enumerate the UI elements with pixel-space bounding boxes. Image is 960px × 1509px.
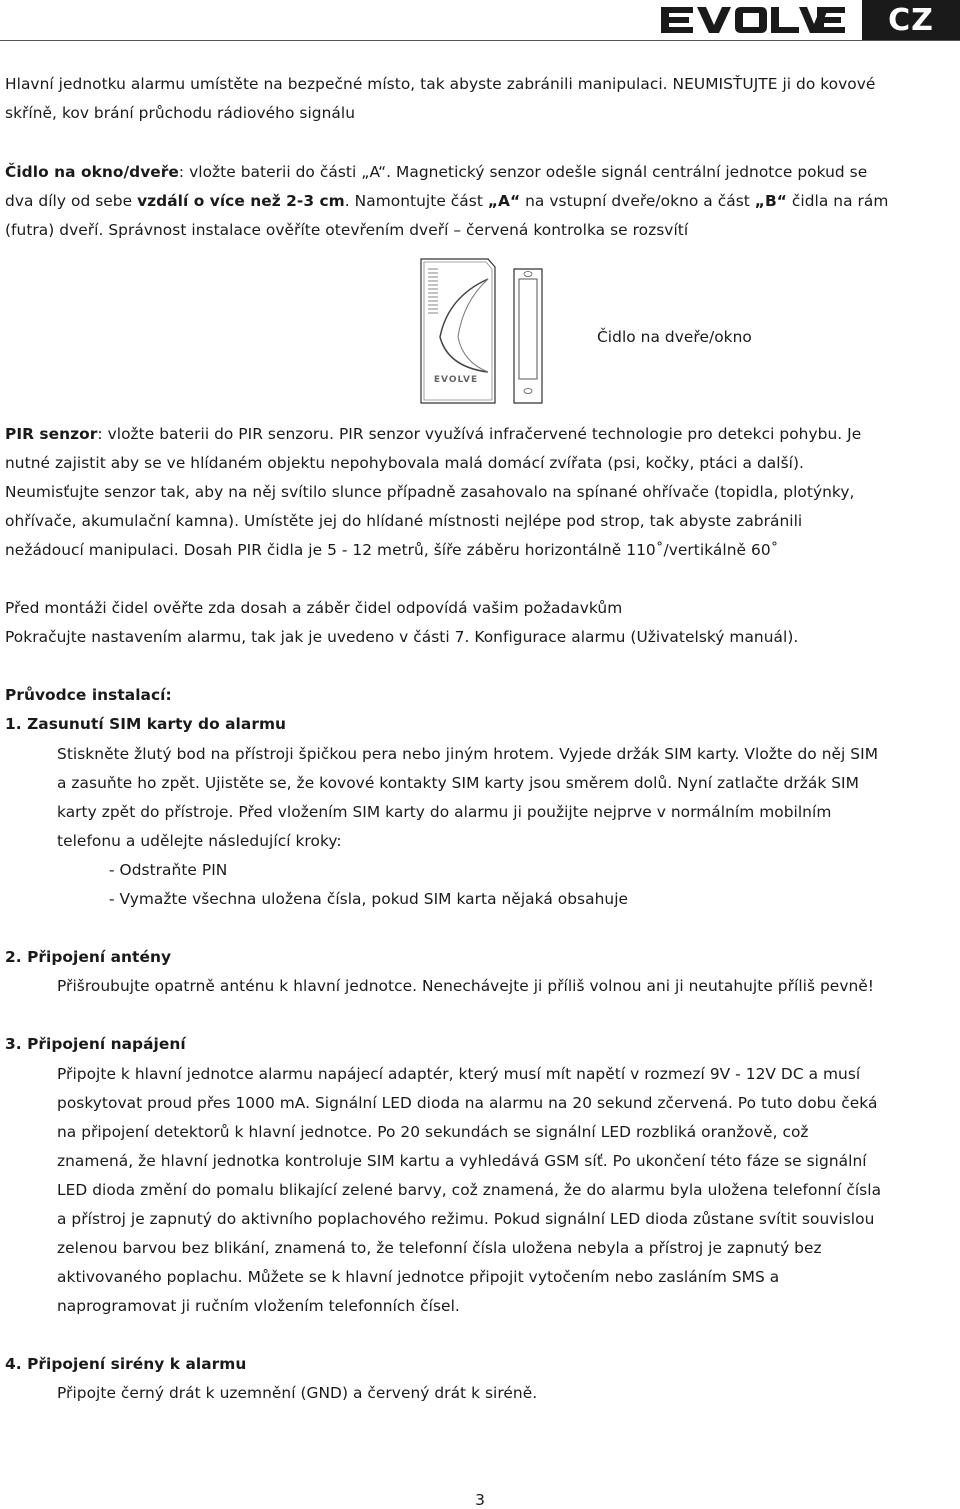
section-3-line-6: a přístroj je zapnutý do aktivního poplachového režimu. Pokud signální LED dioda zůstane svítit souvislou	[57, 1210, 875, 1228]
section-4-title: 4. Připojení sirény k alarmu	[5, 1355, 247, 1373]
figure-logo: EVOLVE	[433, 375, 479, 385]
pir-line-1	[5, 424, 861, 444]
pir-line-3: Neumisťujte senzor tak, aby na něj svítilo slunce případně zasahovalo na spínané ohřívače (topidla, plotýnky,	[5, 483, 855, 501]
section-3-line-7: zelenou barvou bez blikání, znamená to, že telefonní čísla uložena nebyla a přístroj je zapnutý bez	[57, 1239, 822, 1257]
page-number: 3	[475, 1491, 485, 1509]
check-line-2: Pokračujte nastavením alarmu, tak jak je uvedeno v části 7. Konfigurace alarmu (Uživatelský manuál).	[5, 628, 799, 646]
section-1-step-1: - Odstraňte PIN	[109, 861, 228, 879]
pir-line-2: nutné zajistit aby se ve hlídaném objektu nepohybovala malá domácí zvířata (psi, kočky, ptáci a další).	[5, 454, 804, 472]
section-3-line-9: naprogramovat ji ručním vložením telefonních čísel.	[57, 1297, 460, 1315]
section-3-title: 3. Připojení napájení	[5, 1035, 186, 1053]
figure-caption: Čidlo na dveře/okno	[597, 328, 752, 346]
section-3-line-1: Připojte k hlavní jednotce alarmu napájecí adaptér, který musí mít napětí v rozmezí 9V - 12V DC a musí	[57, 1065, 861, 1083]
country-badge	[862, 0, 960, 40]
evolve-logo-e-tail	[815, 3, 847, 37]
intro-line-1: Hlavní jednotku alarmu umístěte na bezpečné místo, tak abyste zabránili manipulaci. NEUMISŤUJTE ji do kovové	[5, 75, 876, 93]
section-3-line-4: znamená, že hlavní jednotka kontroluje SIM kartu a vyhledává GSM síť. Po ukončení této fáze se signální	[57, 1152, 867, 1170]
pir-line-4: ohřívače, akumulační kamna). Umístěte jej do hlídané místnosti nejlépe pod strop, tak abyste zabránili	[5, 512, 803, 530]
section-3-line-5: LED dioda změní do pomalu blikající zelené barvy, což znamená, že do alarmu byla uložena telefonní čísla	[57, 1181, 882, 1199]
section-2-line-1: Přišroubujte opatrně anténu k hlavní jednotce. Nenechávejte ji příliš volnou ani ji neutahujte příliš pevně!	[57, 977, 875, 995]
section-1-title: 1. Zasunutí SIM karty do alarmu	[5, 715, 287, 733]
section-2-title: 2. Připojení antény	[5, 948, 172, 966]
door-sensor-line-2	[5, 191, 888, 211]
pir-text: : vložte baterii do PIR senzoru. PIR senzor využívá infračervené technologie pro detekci pohybu. Je	[97, 425, 862, 443]
header-divider	[0, 40, 960, 41]
door-sensor-illustration	[418, 257, 558, 407]
country-code: CZ	[888, 3, 934, 38]
section-1-line-3: karty zpět do přístroje. Před vložením SIM karty do alarmu ji použijte nejprve v normálním mobilním	[57, 803, 832, 821]
door-sensor-text: na vstupní dveře/okno a část	[520, 192, 755, 210]
pir-line-5: nežádoucí manipulaci. Dosah PIR čidla je 5 - 12 metrů, šíře záběru horizontálně 110˚/vertikálně 60˚	[5, 541, 779, 559]
section-3-line-3: na připojení detektorů k hlavní jednotce. Po 20 sekundách se signální LED rozbliká oranžově, což	[57, 1123, 809, 1141]
section-1-step-2: - Vymažte všechna uložena čísla, pokud SIM karta nějaká obsahuje	[109, 890, 629, 908]
door-sensor-text: dva díly od sebe	[5, 192, 138, 210]
door-sensor-line-3: (futra) dveří. Správnost instalace ověříte otevřením dveří – červená kontrolka se rozsvítí	[5, 221, 689, 239]
intro-line-2: skříně, kov brání průchodu rádiového signálu	[5, 104, 356, 122]
distance-emphasis: vzdálí o více než 2-3 cm	[137, 192, 345, 210]
section-4-line-1: Připojte černý drát k uzemnění (GND) a červený drát k siréně.	[57, 1384, 538, 1402]
page-header	[0, 0, 960, 44]
section-1-line-1: Stiskněte žlutý bod na přístroji špičkou pera nebo jiným hrotem. Vyjede držák SIM karty. Vložte do něj SIM	[57, 745, 879, 763]
door-sensor-text: : vložte baterii do části „A“. Magnetický senzor odešle signál centrální jednotce pokud se	[178, 163, 868, 181]
pir-title: PIR senzor	[5, 425, 98, 443]
door-sensor-text: . Namontujte část	[344, 192, 488, 210]
section-1-line-4: telefonu a udělejte následující kroky:	[57, 832, 342, 850]
check-line-1: Před montáži čidel ověřte zda dosah a záběr čidel odpovídá vašim požadavkům	[5, 599, 623, 617]
part-b-label: „B“	[754, 192, 787, 210]
part-a-label: „A“	[487, 192, 521, 210]
door-sensor-line-1	[5, 162, 867, 182]
section-1-line-2: a zasuňte ho zpět. Ujistěte se, že kovové kontakty SIM karty jsou směrem dolů. Nyní zatlačte držák SIM	[57, 774, 859, 792]
door-sensor-text: čidla na rám	[786, 192, 889, 210]
section-3-line-2: poskytovat proud přes 1000 mA. Signální LED dioda na alarmu na 20 sekund zčervená. Po tuto dobu čeká	[57, 1094, 878, 1112]
section-3-line-8: aktivovaného poplachu. Můžete se k hlavní jednotce připojit vytočením nebo zasláním SMS a	[57, 1268, 780, 1286]
guide-title: Průvodce instalací:	[5, 686, 172, 704]
door-sensor-title: Čidlo na okno/dveře	[5, 163, 179, 181]
